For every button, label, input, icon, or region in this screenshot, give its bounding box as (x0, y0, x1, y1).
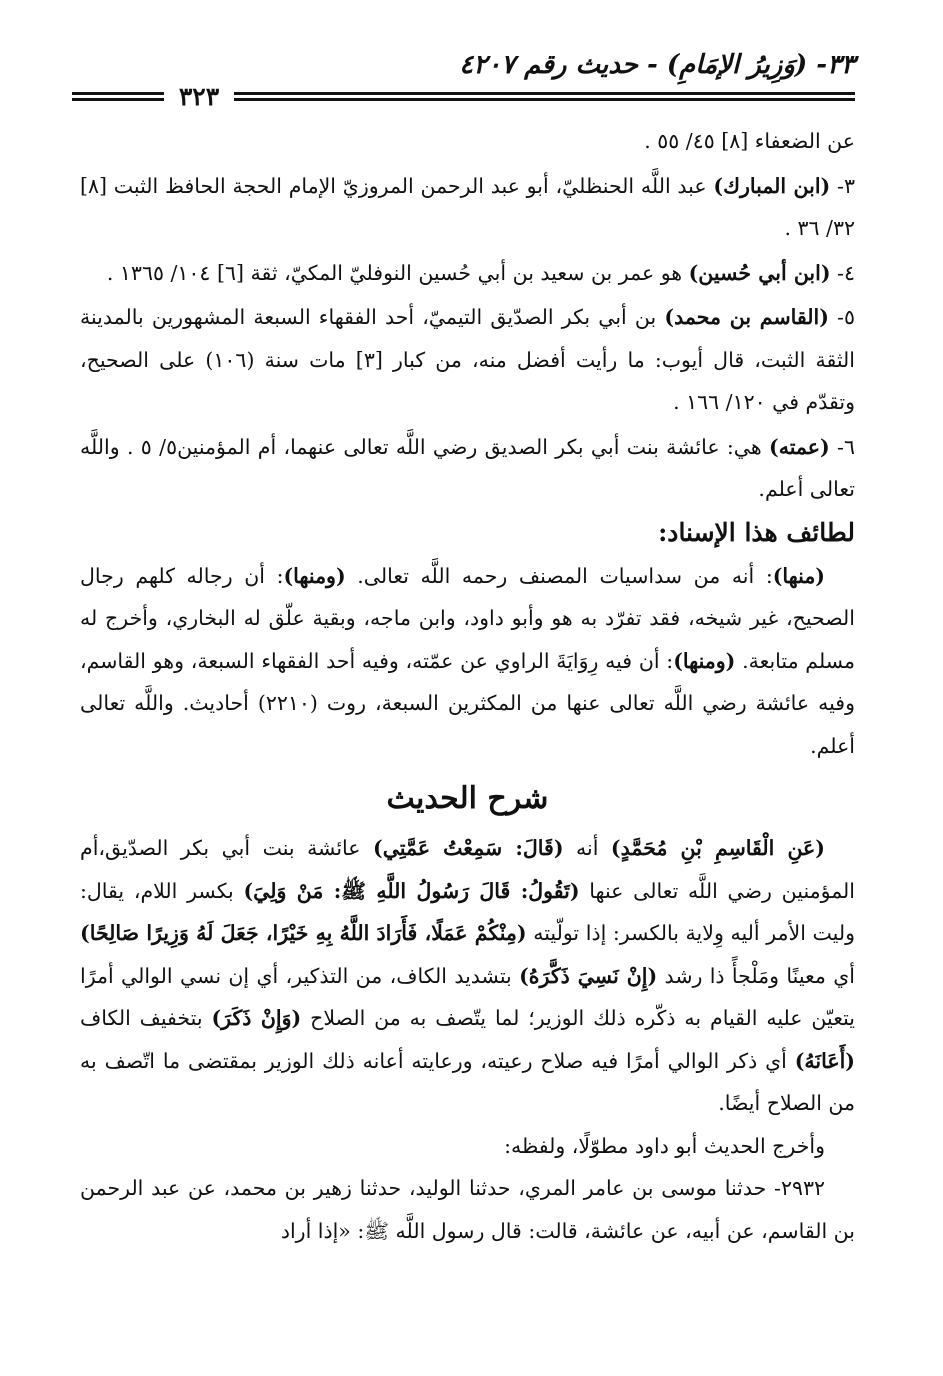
sharh-text-1: أنه (563, 836, 611, 860)
narrator-4-name: (ابن أبي حُسين) (688, 260, 831, 285)
narrator-3-text: عبد اللَّه الحنظليّ، أبو عبد الرحمن المروزيّ الإمام الحجة الحافظ الثبت [٨] ٣٢/ ٣٦ . (80, 173, 855, 240)
page-header (72, 50, 855, 110)
sharh-paragraph-2: وأخرج الحديث أبو داود مطوّلًا، ولفظه: (504, 1133, 825, 1158)
narrator-5-text: بن أبي بكر الصدّيق التيميّ، أحد الفقهاء السبعة المشهورين بالمدينة الثقة الثبت، قال أيوب: ما رأيت أفضل منه، من كبار [٣] مات سنة (١٠٦) على الصحيح، وتقدّم في ١٢٠/ ١٦٦ . (80, 305, 855, 414)
sharh-text-7: أي ذكر الوالي أمرًا فيه صلاح رعيته، ورعايته أعانه ذلك الوزير بمقتضى ما اتّصف به من الصلاح أيضًا. (80, 1048, 855, 1115)
sharh-bold-5: (إِنْ نَسِيَ ذَكَّرَهُ) (519, 963, 658, 988)
narrator-5-number: ٥- (828, 305, 855, 329)
sharh-bold-2: (قَالَ: سَمِعْتُ عَمَّتِي) (373, 836, 564, 860)
narrator-6-text: هي: عائشة بنت أبي بكر الصديق رضي اللَّه تعالى عنهما، أم المؤمنين٥/ ٥ . واللَّه تعالى أعلم. (80, 434, 855, 501)
sharh-text-3: بكسر اللام، يقال: وليت الأمر أليه وِلاية بالكسر: إذا تولّيته (80, 878, 855, 945)
narrator-3-number: ٣- (830, 173, 855, 198)
narrator-3-name: (ابن المبارك) (713, 173, 831, 198)
running-title: ٣٣- (وَزِيرُ الإمَامِ) - حديث رقم ٤٢٠٧ (459, 50, 855, 80)
sharh-paragraph-1 (80, 827, 855, 1125)
lataif-bold-1: (منها) (772, 563, 825, 588)
lataif-text-2: : أن رجاله كلهم رجال الصحيح، غير شيخه، فقد تفرّد به هو وأبو داود، وابن ماجه، وبقية علّق له البخاري، وأخرج له مسلم متابعة. (80, 563, 855, 673)
header-rule-short (72, 92, 164, 101)
sharh-bold-6: (وَإِنْ ذَكَرَ) (211, 1006, 302, 1030)
sharh-bold-3: (تَقُولُ: قَالَ رَسُولُ اللَّهِ ﷺ: مَنْ وَلِيَ) (243, 878, 580, 903)
narrator-5 (80, 296, 855, 424)
lataif-text-1: : أنه من سداسيات المصنف رحمه اللَّه تعالى. (345, 563, 773, 588)
narrator-4-number: ٤- (830, 260, 855, 285)
narrator-5-name: (القاسم بن محمد) (664, 305, 829, 329)
sharh-heading: شرح الحديث (386, 781, 549, 816)
page-number: ٣٢٣ (164, 84, 234, 110)
lataif-bold-2: (ومنها) (283, 563, 346, 588)
header-rule (234, 92, 855, 101)
lataif-heading: لطائف هذا الإسناد: (658, 517, 855, 547)
sharh-paragraph-3: ٢٩٣٢- حدثنا موسى بن عامر المري، حدثنا الوليد، حدثنا زهير بن محمد، عن عبد الرحمن بن القاسم، عن أبيه، عن عائشة، قالت: قال رسول اللَّه ﷺ: «إذا أراد (80, 1176, 855, 1243)
lataif-paragraph (80, 555, 855, 768)
lataif-text-3: : أن فيه رِوَايَةَ الراوي عن عمّته، وفيه أحد الفقهاء السبعة، وهو القاسم، وفيه عائشة رضي اللَّه تعالى عنها من المكثرين السبعة، روت (٢٢١٠) أحاديث. واللَّه تعالى أعلم. (80, 648, 855, 758)
sharh-bold-1: (عَنِ الْقَاسِمِ بْنِ مُحَمَّدٍ) (610, 836, 825, 860)
sharh-bold-7: (أَعَانَهُ) (794, 1048, 855, 1073)
narrator-6-number: ٦- (829, 434, 855, 459)
narrator-4 (80, 252, 855, 295)
sharh-text-6: بتخفيف الكاف (80, 1006, 212, 1030)
sharh-text-5: بتشديد الكاف، من التذكير، أي إن نسي الوالي أمرًا يتعيّن عليه القيام به ذكّره ذلك الوزير؛ لما يتّصف به من الصلاح (80, 963, 855, 1030)
lataif-bold-3: (ومنها) (673, 648, 736, 673)
narrator-4-text: هو عمر بن سعيد بن أبي حُسين النوفليّ المكيّ، ثقة [٦] ١٠٤/ ١٣٦٥ . (106, 260, 689, 285)
narrator-6-name: (عمته) (769, 434, 830, 459)
sharh-text-2: عائشة بنت أبي بكر الصدّيق،أم المؤمنين رضي اللَّه تعالى عنها (80, 836, 855, 903)
page-body (80, 120, 855, 1252)
sharh-text-4: أي معينًا ومَلْجأً ذا رشد (657, 963, 855, 988)
narrator-6 (80, 426, 855, 511)
narrator-3 (80, 165, 855, 250)
sharh-bold-4: (مِنْكُمْ عَمَلًا، فَأَرَادَ اللَّهُ بِهِ خَيْرًا، جَعَلَ لَهُ وَزِيرًا صَالِحًا) (80, 921, 527, 945)
narrator-2-tail: عن الضعفاء [٨] ٤٥/ ٥٥ . (644, 129, 855, 153)
